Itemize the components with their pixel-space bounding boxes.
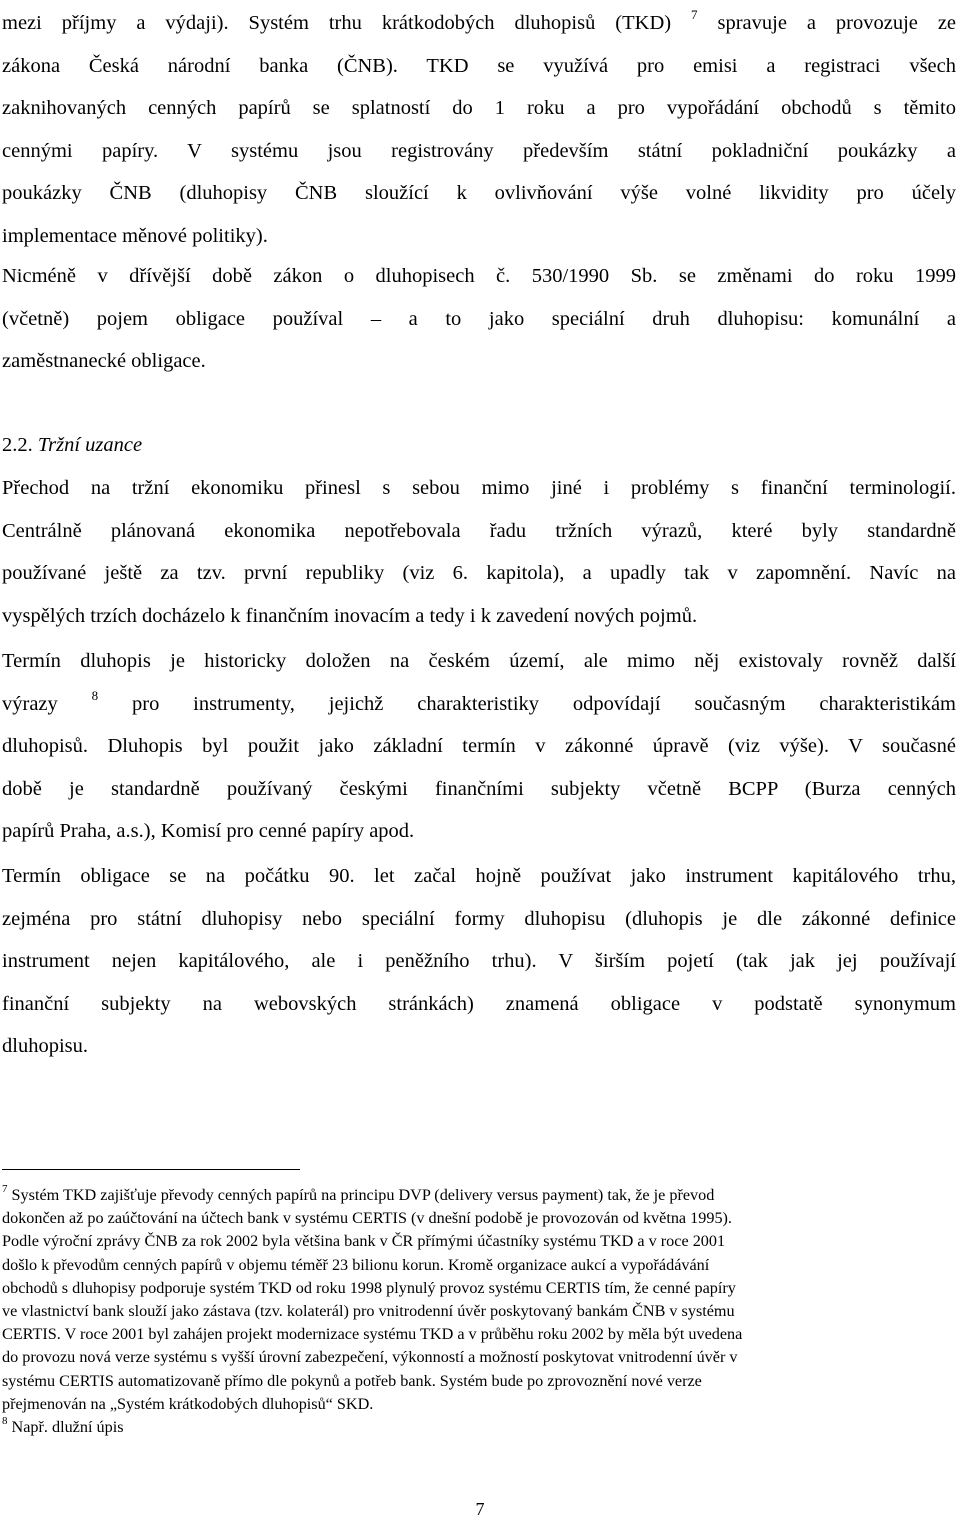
footnote-8 bbox=[2, 1416, 932, 1439]
p3-line-1: Přechod na tržní ekonomiku přinesl s sebou mimo jiné i problémy s finanční terminologií. bbox=[2, 477, 956, 499]
p5-line-1: Termín obligace se na počátku 90. let začal hojně používat jako instrument kapitálového trhu, bbox=[2, 865, 956, 887]
fn7-line-2: dokončen až po zaúčtování na účtech bank v systému CERTIS (v dnešní podobě je provozován od května 1995). bbox=[2, 1209, 732, 1228]
p4-line-2: výrazy $^8$ pro instrumenty, jejichž charakteristiky odpovídají současným charakteristikám bbox=[2, 687, 957, 715]
intro-line-5: poukázky ČNB (dluhopisy ČNB sloužící k ovlivňování výše volné likvidity pro účely bbox=[2, 182, 956, 204]
footnote-7 bbox=[2, 1184, 932, 1416]
paragraph-dluhopis-term bbox=[2, 640, 956, 853]
p3-line-4: vyspělých trzích docházelo k finančním inovacím a tedy i k zavedení nových pojmů. bbox=[2, 604, 698, 627]
intro-line-4: cennými papíry. V systému jsou registrovány především státní pokladniční poukázky a bbox=[2, 139, 956, 162]
p2-line-1: Nicméně v dřívější době zákon o dluhopisech č. 530/1990 Sb. se změnami do roku 1999 bbox=[2, 265, 956, 287]
intro-line-3: zaknihovaných cenných papírů se splatností do 1 roku a pro vypořádání obchodů s těmito bbox=[2, 97, 956, 119]
paragraph-market-transition bbox=[2, 467, 956, 637]
fn7-line-6: ve vlastnictví bank slouží jako zástava (tzv. kolaterál) pro vnitrodenní úvěr poskytovaný bankám ČNB v systému bbox=[2, 1302, 735, 1321]
footnote-mark-8: 8 bbox=[2, 1414, 8, 1427]
p5-line-3: instrument nejen kapitálového, ale i peněžního trhu). V širším pojetí (tak jak jej používají bbox=[2, 950, 956, 972]
intro-paragraph bbox=[2, 2, 956, 257]
p4-line-3: dluhopisů. Dluhopis byl použit jako základní termín v zákonné úpravě (viz výše). V současné bbox=[2, 735, 956, 757]
p5-line-4: finanční subjekty na webovských stránkách) znamená obligace v podstatě synonymum bbox=[2, 992, 956, 1015]
fn7-line-5: obchodů s dluhopisy podporuje systém TKD od roku 1998 plynulý provoz systému CERTIS tím, že cenné papíry bbox=[2, 1278, 736, 1297]
p3-line-2: Centrálně plánovaná ekonomika nepotřebovala řadu tržních výrazů, které byly standardně bbox=[2, 519, 956, 542]
fn7-line-8: do provozu nová verze systému s vyšší úrovní zabezpečení, výkonností a možností poskytovat vnitrodenní úvěr v bbox=[2, 1348, 738, 1367]
intro-line-6: implementace měnové politiky). bbox=[2, 224, 268, 247]
footnote-separator bbox=[2, 1169, 300, 1170]
p4-line-1: Termín dluhopis je historicky doložen na českém území, ale mimo něj existovaly rovněž další bbox=[2, 650, 956, 672]
intro-line-1: mezi příjmy a výdaji). Systém trhu krátkodobých dluhopisů (TKD) $^7$ spravuje a provozuje ze bbox=[2, 7, 957, 34]
page-number: 7 bbox=[475, 1499, 485, 1519]
intro-line-2: zákona Česká národní banka (ČNB). TKD se využívá pro emisi a registraci všech bbox=[2, 54, 956, 77]
section-number: 2.2. bbox=[2, 434, 33, 456]
footnote-ref-8[interactable]: 8 bbox=[91, 687, 99, 703]
paragraph-obligace-term bbox=[2, 855, 956, 1068]
fn7-line-1: $^7$ Systém TKD zajišťuje převody cenných papírů na principu DVP (delivery versus payment) tak, že je převod bbox=[2, 1182, 715, 1204]
fn7-line-4: došlo k převodům cenných papírů v objemu téměř 23 bilionu korun. Kromě organizace aukcí a vypořádávání bbox=[2, 1255, 710, 1274]
fn7-line-10: přejmenován na „Systém krátkodobých dluhopisů“ SKD. bbox=[2, 1394, 374, 1413]
fn7-line-9: systému CERTIS automatizovaně přímo dle pokynů a potřeb bank. Systém bude po zprovoznění nové verze bbox=[2, 1371, 702, 1390]
footnote-ref-7[interactable]: 7 bbox=[691, 7, 698, 23]
paragraph-obligace-history bbox=[2, 255, 956, 383]
fn7-line-7: CERTIS. V roce 2001 byl zahájen projekt modernizace systému TKD a v průběhu roku 2002 by měla být uvedena bbox=[2, 1325, 743, 1344]
section-heading bbox=[2, 424, 956, 467]
footnote-mark-7: 7 bbox=[2, 1182, 8, 1195]
fn7-line-3: Podle výroční zprávy ČNB za rok 2002 byla většina bank v ČR přímými účastníky systému TKD a v roce 2001 bbox=[2, 1232, 726, 1251]
p2-line-2: (včetně) pojem obligace používal – a to jako speciální druh dluhopisu: komunální a bbox=[2, 307, 956, 330]
p5-line-2: zejména pro státní dluhopisy nebo speciální formy dluhopisu (dluhopis je dle zákonné definice bbox=[2, 907, 956, 930]
footnotes bbox=[2, 1184, 932, 1439]
fn8-line-1: $^8$ Např. dlužní úpis bbox=[2, 1414, 124, 1437]
p4-line-4: době je standardně používaný českými finančními subjekty včetně BCPP (Burza cenných bbox=[2, 777, 956, 800]
section-title: Tržní uzance bbox=[37, 434, 143, 456]
p2-line-3: zaměstnanecké obligace. bbox=[2, 350, 206, 372]
p4-line-5: papírů Praha, a.s.), Komisí pro cenné papíry apod. bbox=[2, 820, 415, 842]
p3-line-3: používané ještě za tzv. první republiky (viz 6. kapitola), a upadly tak v zapomnění. Navíc na bbox=[2, 562, 956, 584]
p5-line-5: dluhopisu. bbox=[2, 1035, 88, 1057]
